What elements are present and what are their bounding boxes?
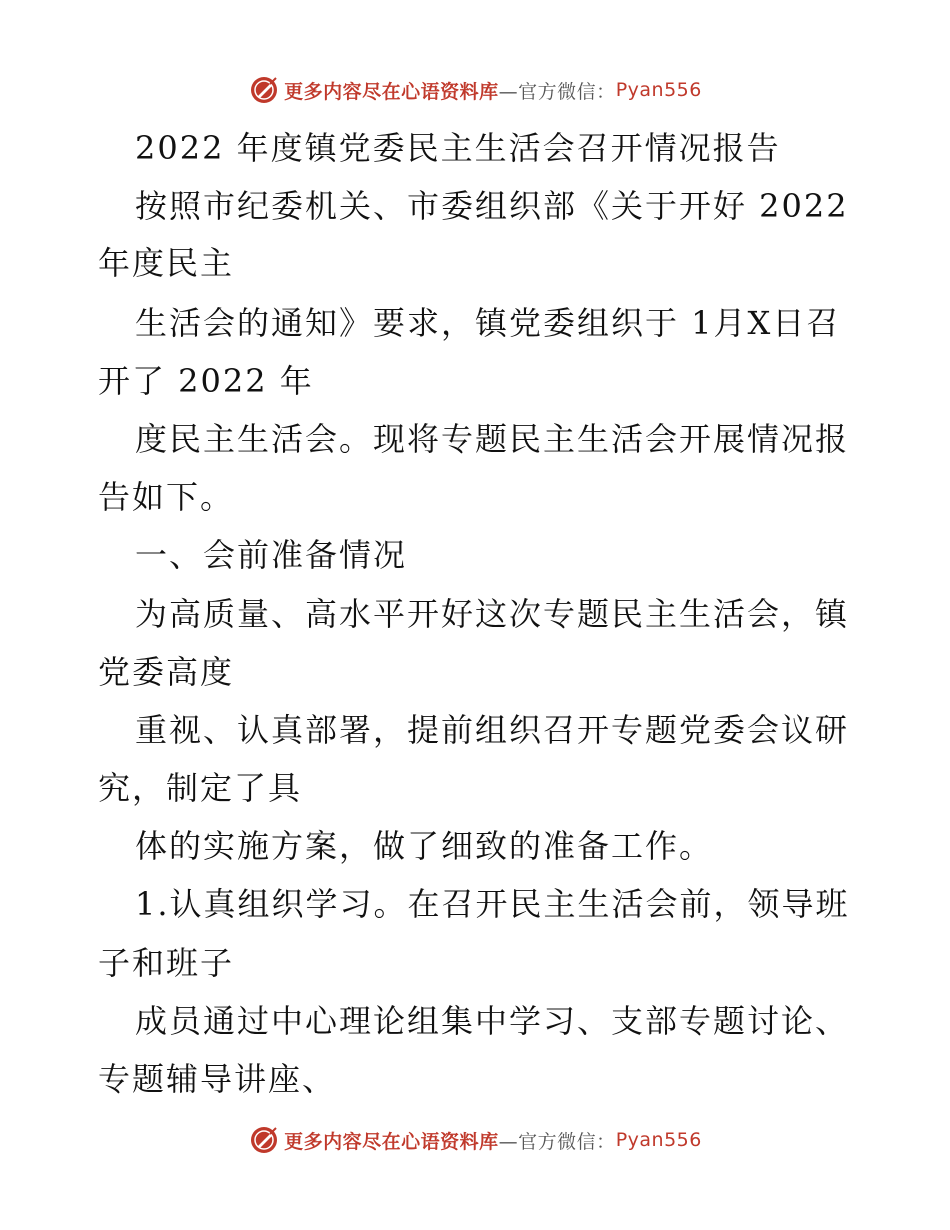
- paragraph-line: 子和班子: [98, 944, 235, 982]
- paragraph-line: 1.认真组织学习。在召开民主生活会前，领导班: [135, 885, 850, 923]
- watermark-official-text: —官方微信：: [498, 80, 616, 103]
- watermark-official-text: —官方微信：: [498, 1130, 616, 1153]
- paragraph-line: 重视、认真部署，提前组织召开专题党委会议研: [135, 711, 850, 749]
- paragraph-line: 党委高度: [98, 653, 235, 691]
- paragraph-line: 开了 2022 年: [98, 362, 314, 400]
- watermark-brand-text: 更多内容尽在心语资料库: [284, 80, 499, 103]
- paragraph-line: 生活会的通知》要求，镇党委组织于 1月X日召: [135, 304, 841, 342]
- paragraph-line: 成员通过中心理论组集中学习、支部专题讨论、: [135, 1002, 850, 1040]
- paragraph-line: 究，制定了具: [98, 769, 303, 807]
- watermark-brand-text: 更多内容尽在心语资料库: [284, 1130, 499, 1153]
- paragraph-line: 告如下。: [98, 478, 235, 516]
- watermark-wechat-id: Pyan556: [615, 79, 702, 101]
- section-heading: 一、会前准备情况: [135, 536, 408, 574]
- paragraph-line: 度民主生活会。现将专题民主生活会开展情况报: [135, 420, 850, 458]
- paragraph-line: 专题辅导讲座、: [98, 1060, 337, 1098]
- paragraph-line: 体的实施方案，做了细致的准备工作。: [135, 827, 714, 865]
- paragraph-line: 为高质量、高水平开好这次专题民主生活会，镇: [135, 595, 850, 633]
- watermark-wechat-id: Pyan556: [615, 1129, 702, 1151]
- document-title: 2022 年度镇党委民主生活会召开情况报告: [135, 129, 781, 167]
- red-wax-seal-quill-logo-icon: [248, 1124, 280, 1156]
- paragraph-line: 按照市纪委机关、市委组织部《关于开好 2022: [135, 187, 849, 225]
- paragraph-line: 年度民主: [98, 244, 235, 282]
- footer-watermark: [0, 1124, 950, 1156]
